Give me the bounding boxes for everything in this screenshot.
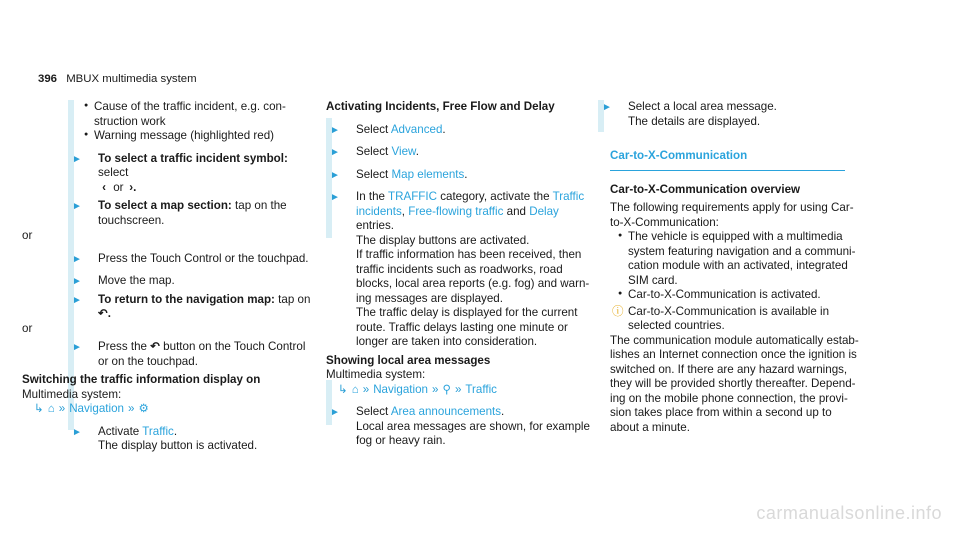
page-header bbox=[38, 72, 197, 87]
step-select-map-section: ► To select a map section: tap on the touchscreen. bbox=[72, 199, 287, 227]
step-select-view: ► Select View. bbox=[326, 145, 601, 160]
path-start-icon: ↳ bbox=[338, 382, 348, 396]
list-item: ● Warning message (highlighted red) bbox=[82, 129, 318, 144]
subsection-title: Car-to-X-Communication overview bbox=[610, 182, 801, 196]
watermark: carmanualsonline.info bbox=[756, 503, 942, 523]
step-select-advanced: ► Select Advanced. bbox=[326, 123, 601, 138]
home-icon: ⌂ bbox=[47, 402, 55, 415]
list-item: ● Car-to-X-Communication is activated. bbox=[616, 288, 868, 303]
page-number: 396 bbox=[38, 73, 58, 85]
step-arrow-icon: ► bbox=[72, 294, 82, 306]
section-title: Car-to-X-Communication bbox=[610, 149, 748, 162]
step-arrow-icon: ► bbox=[72, 201, 82, 212]
step-arrow-icon: ► bbox=[330, 147, 340, 158]
traffic-settings-icon: ⚲ bbox=[442, 382, 451, 396]
step-arrow-icon: ► bbox=[72, 153, 82, 165]
section-heading: Switching the traffic information display on bbox=[22, 373, 261, 386]
chevron-left-icon: ‹ bbox=[102, 180, 106, 194]
column-3: ► Select a local area message. The details are displayed. Car-to-X-Communication Car-to-X-Communication overview The following requirements apply for using Car- to-X-Communication: ● The vehicle is equipped with a multimedia system featuring navigation and a communi- cation module with an activated, integrated SIM card. ● Car-to-X-Communication is activated. ⓘ Car-to-X-Communication is available in selected countries. The communication module automatically estab- lishes an Internet connection once the ignition is switched on. If there are any hazard warnings, they will be provided shortly thereafter. Depend- ing on the mobile phone connection, the provi- sion takes place from within a second up to about a minute. bbox=[598, 100, 868, 435]
note: ⓘ Car-to-X-Communication is available in selected countries. bbox=[612, 304, 830, 332]
menu-path: ↳ ⌂ » Navigation » ⚲ » Traffic bbox=[338, 382, 497, 396]
step-activate-traffic: ► Activate Traffic. The display button is activated. bbox=[72, 424, 258, 452]
or-label: or bbox=[22, 321, 33, 335]
back-icon: ↶. bbox=[98, 307, 111, 320]
step-arrow-icon: ► bbox=[72, 276, 82, 287]
list-item: ● The vehicle is equipped with a multimedia system featuring navigation and a communi- cation module with an activated, integrated SIM card. bbox=[616, 230, 868, 288]
step-arrow-icon: ► bbox=[330, 169, 340, 181]
step-press-back-button: ► Press the ↶ button on the Touch Control or on the touchpad. bbox=[72, 340, 306, 368]
section-heading: Showing local area messages bbox=[326, 353, 491, 367]
or-label: or bbox=[22, 229, 33, 242]
step-arrow-icon: ► bbox=[330, 192, 340, 203]
menu-path: ↳ ⌂ » Navigation » ⚙ bbox=[34, 402, 149, 415]
section-heading: Activating Incidents, Free Flow and Delay bbox=[326, 100, 555, 113]
step-arrow-icon: ► bbox=[330, 124, 340, 136]
column-1: ● Cause of the traffic incident, e.g. con- struction work ● Warning message (highlighted red) ► To select a traffic incident symbol: select ‹ or ›. ► To select a map section: tap on the touchscreen. or ► Press the Touch Control or the touchpad. ► Move the map. ► To return to the navigation map: tap on ↶. or ► Press the ↶ button on the Touch Control or on the touchpad. Switching the traffic information display on Multimedia system: ↳ ⌂ » Navigation » ⚙ ► Activate Traffic. The display button is activated. bbox=[68, 100, 318, 454]
step-select-map-elements: ► Select Map elements. bbox=[326, 168, 601, 183]
column-2: Activating Incidents, Free Flow and Delay ► Select Advanced. ► Select View. ► Select Map elements. ► In the TRAFFIC category, activate the Traffic incidents, Free-flowing traffic and Delay entries. The display buttons are activated. If traffic information has been received, then traffic incidents such as roadworks, road blocks, local area reports (e.g. fog) and warn- ing messages are displayed. The traffic delay is displayed for the current route. Traffic delays lasting one minute or longer are taken into consideration. Showing local area messages Multimedia system: ↳ ⌂ » Navigation » ⚲ » Traffic ► Select Area announcements. Local area messages are shown, for example fog or heavy rain. bbox=[326, 100, 601, 449]
step-select-area-announcements: ► Select Area announcements. Local area messages are shown, for example fog or heavy rain. bbox=[330, 405, 590, 447]
step-activate-entries: ► In the TRAFFIC category, activate the Traffic incidents, Free-flowing traffic and Delay entries. The display buttons are activated. If traffic information has been received, then traffic incidents such as roadworks, road blocks, local area reports (e.g. fog) and warn- ing messages are displayed. The traffic delay is displayed for the current route. Traffic delays lasting one minute or longer are taken into consideration. bbox=[330, 190, 590, 348]
settings-icon: ⚙ bbox=[138, 402, 149, 415]
chevron-right-icon: ›. bbox=[129, 180, 137, 194]
step-arrow-icon: ► bbox=[72, 426, 82, 438]
path-start-icon: ↳ bbox=[34, 402, 44, 415]
step-press-touch-control: ► Press the Touch Control or the touchpad. bbox=[68, 252, 318, 267]
step-arrow-icon: ► bbox=[602, 102, 612, 113]
back-icon: ↶ bbox=[150, 340, 160, 353]
home-icon: ⌂ bbox=[351, 382, 359, 396]
page-header-title: MBUX multimedia system bbox=[66, 73, 197, 85]
step-select-local-message: ► Select a local area message. The details are displayed. bbox=[602, 100, 777, 128]
step-arrow-icon: ► bbox=[72, 342, 82, 353]
info-icon: ⓘ bbox=[612, 304, 624, 318]
step-arrow-icon: ► bbox=[72, 253, 82, 265]
step-arrow-icon: ► bbox=[330, 407, 340, 418]
step-move-map: ► Move the map. bbox=[68, 274, 318, 289]
step-return-to-map: ► To return to the navigation map: tap on ↶. bbox=[68, 293, 318, 322]
step-select-incident-symbol: ► To select a traffic incident symbol: select ‹ or ›. bbox=[72, 151, 288, 194]
list-item: ● Cause of the traffic incident, e.g. con- struction work bbox=[82, 100, 318, 129]
